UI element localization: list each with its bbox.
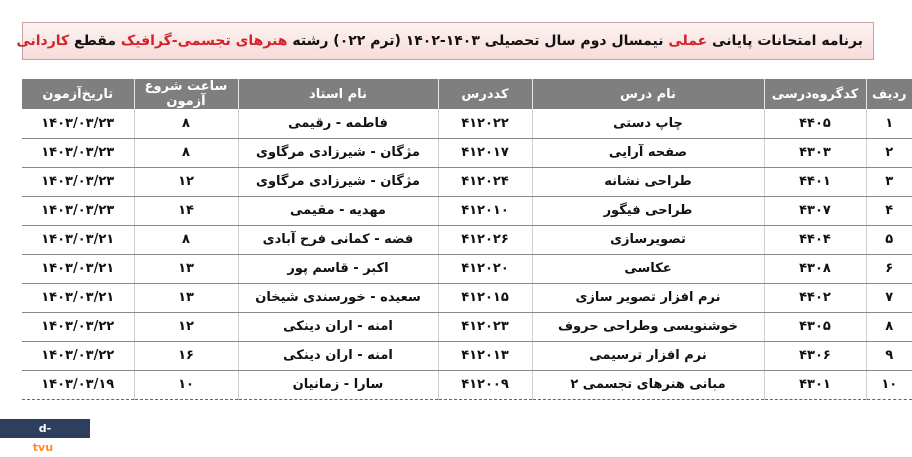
header-col-course-name: نام درس <box>532 79 764 109</box>
cell-group-code: ۴۳۰۸ <box>764 254 866 283</box>
cell-course-name: مبانی هنرهای تجسمی ۲ <box>532 370 764 399</box>
cell-start-time: ۱۰ <box>134 370 238 399</box>
cell-course-code: ۴۱۲۰۲۰ <box>438 254 532 283</box>
cell-course-code: ۴۱۲۰۲۴ <box>438 167 532 196</box>
table-row <box>22 109 912 138</box>
cell-row-number: ۱۰ <box>866 370 912 399</box>
cell-course-code: ۴۱۲۰۲۲ <box>438 109 532 138</box>
header-col-instructor: نام استاد <box>238 79 438 109</box>
cell-instructor-name: مژگان - شیرزادی مرگاوی <box>238 138 438 167</box>
cell-course-name: خوشنویسی وطراحی حروف <box>532 312 764 341</box>
cell-exam-date: ۱۴۰۳/۰۳/۱۹ <box>22 370 134 399</box>
cell-row-number: ۱ <box>866 109 912 138</box>
title-highlight-practical: عملی <box>668 33 708 49</box>
cell-group-code: ۴۴۰۱ <box>764 167 866 196</box>
cell-instructor-name: مهدیه - مقیمی <box>238 196 438 225</box>
cell-start-time: ۱۳ <box>134 254 238 283</box>
cell-instructor-name: فاطمه - رقیمی <box>238 109 438 138</box>
cell-instructor-name: اکبر - قاسم پور <box>238 254 438 283</box>
header-col-start-time: ساعت شروع آزمون <box>134 79 238 109</box>
table-row <box>22 283 912 312</box>
header-col-row-number: ردیف <box>866 79 912 109</box>
cell-exam-date: ۱۴۰۳/۰۳/۲۲ <box>22 312 134 341</box>
cell-exam-date: ۱۴۰۳/۰۳/۲۱ <box>22 225 134 254</box>
cell-exam-date: ۱۴۰۳/۰۳/۲۳ <box>22 138 134 167</box>
cell-group-code: ۴۴۰۴ <box>764 225 866 254</box>
cell-start-time: ۸ <box>134 109 238 138</box>
badge-text-right: .ac.ir <box>53 441 85 454</box>
cell-course-code: ۴۱۲۰۱۷ <box>438 138 532 167</box>
table-row <box>22 370 912 399</box>
title-highlight-degree: کاردانی <box>16 33 70 49</box>
cell-group-code: ۴۳۰۷ <box>764 196 866 225</box>
cell-group-code: ۴۳۰۱ <box>764 370 866 399</box>
header-col-course-code: کددرس <box>438 79 532 109</box>
cell-group-code: ۴۳۰۶ <box>764 341 866 370</box>
site-watermark-badge <box>0 419 90 454</box>
cell-instructor-name: سعیده - خورسندی شیخان <box>238 283 438 312</box>
cell-course-code: ۴۱۲۰۱۵ <box>438 283 532 312</box>
cell-course-code: ۴۱۲۰۲۶ <box>438 225 532 254</box>
table-header-row <box>22 79 912 109</box>
exam-schedule-table <box>22 79 912 400</box>
table-row <box>22 196 912 225</box>
cell-course-name: تصویرسازی <box>532 225 764 254</box>
title-part-3: مقطع <box>69 33 121 49</box>
cell-course-code: ۴۱۲۰۰۹ <box>438 370 532 399</box>
cell-instructor-name: سارا - زمانیان <box>238 370 438 399</box>
cell-course-name: عکاسی <box>532 254 764 283</box>
cell-course-name: چاپ دستی <box>532 109 764 138</box>
cell-start-time: ۸ <box>134 138 238 167</box>
table-row <box>22 341 912 370</box>
table-row <box>22 225 912 254</box>
cell-course-name: نرم افزار ترسیمی <box>532 341 764 370</box>
cell-row-number: ۸ <box>866 312 912 341</box>
cell-row-number: ۴ <box>866 196 912 225</box>
cell-row-number: ۳ <box>866 167 912 196</box>
cell-exam-date: ۱۴۰۳/۰۳/۲۱ <box>22 283 134 312</box>
cell-exam-date: ۱۴۰۳/۰۳/۲۳ <box>22 167 134 196</box>
header-col-group-code: کدگروه‌درسی <box>764 79 866 109</box>
cell-start-time: ۱۶ <box>134 341 238 370</box>
title-part-1: برنامه امتحانات پایانی <box>707 33 863 49</box>
title-text <box>16 33 863 49</box>
cell-row-number: ۹ <box>866 341 912 370</box>
cell-course-code: ۴۱۲۰۲۳ <box>438 312 532 341</box>
cell-course-code: ۴۱۲۰۱۳ <box>438 341 532 370</box>
table-row <box>22 254 912 283</box>
badge-text-left: d-sari. <box>5 422 52 454</box>
cell-instructor-name: مژگان - شیرزادی مرگاوی <box>238 167 438 196</box>
cell-exam-date: ۱۴۰۳/۰۳/۲۳ <box>22 109 134 138</box>
cell-course-name: صفحه آرایی <box>532 138 764 167</box>
cell-course-name: طراحی نشانه <box>532 167 764 196</box>
cell-group-code: ۴۳۰۵ <box>764 312 866 341</box>
table-row <box>22 312 912 341</box>
table-row <box>22 167 912 196</box>
cell-course-name: طراحی فیگور <box>532 196 764 225</box>
cell-row-number: ۲ <box>866 138 912 167</box>
table-body <box>22 109 912 399</box>
cell-instructor-name: امنه - اران دینکی <box>238 341 438 370</box>
cell-row-number: ۵ <box>866 225 912 254</box>
cell-course-name: نرم افزار تصویر سازی <box>532 283 764 312</box>
cell-start-time: ۱۲ <box>134 312 238 341</box>
title-part-2: نیمسال دوم سال تحصیلی ۱۴۰۳-۱۴۰۲ (ترم ۰۲۲) رشته <box>287 33 669 49</box>
cell-row-number: ۶ <box>866 254 912 283</box>
cell-start-time: ۱۲ <box>134 167 238 196</box>
cell-row-number: ۷ <box>866 283 912 312</box>
cell-start-time: ۱۴ <box>134 196 238 225</box>
cell-instructor-name: امنه - اران دینکی <box>238 312 438 341</box>
cell-start-time: ۸ <box>134 225 238 254</box>
cell-instructor-name: فضه - کمانی فرح آبادی <box>238 225 438 254</box>
cell-course-code: ۴۱۲۰۱۰ <box>438 196 532 225</box>
page-title <box>16 22 874 60</box>
cell-group-code: ۴۴۰۲ <box>764 283 866 312</box>
cell-start-time: ۱۳ <box>134 283 238 312</box>
cell-exam-date: ۱۴۰۳/۰۳/۲۳ <box>22 196 134 225</box>
cell-exam-date: ۱۴۰۳/۰۳/۲۱ <box>22 254 134 283</box>
cell-group-code: ۴۴۰۵ <box>764 109 866 138</box>
table-row <box>22 138 912 167</box>
cell-exam-date: ۱۴۰۳/۰۳/۲۲ <box>22 341 134 370</box>
header-col-exam-date: تاریخ‌آزمون <box>22 79 134 109</box>
cell-group-code: ۴۳۰۳ <box>764 138 866 167</box>
title-highlight-field: هنرهای تجسمی-گرافیک <box>120 33 288 49</box>
badge-text-accent: tvu <box>32 441 54 454</box>
